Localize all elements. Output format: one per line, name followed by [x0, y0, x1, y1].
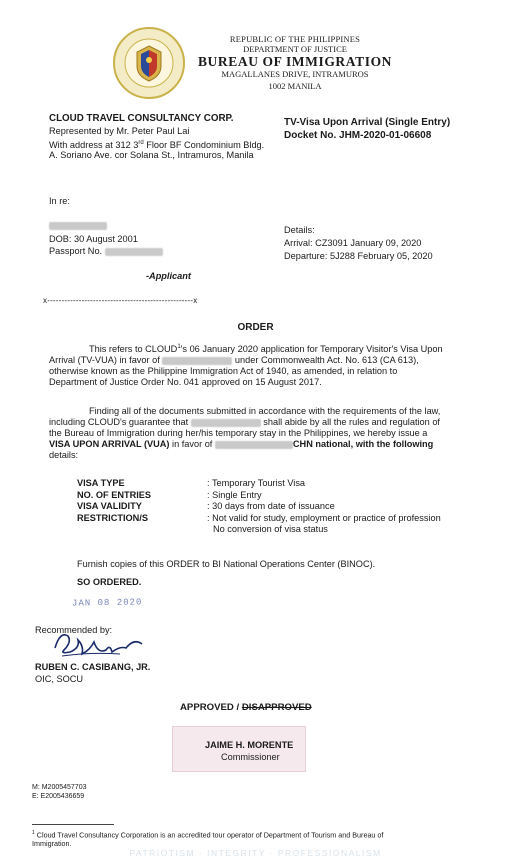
- restrictions-row: RESTRICTION/S : Not valid for study, employment or practice of profession: [77, 512, 441, 523]
- reference-numbers: [32, 783, 86, 801]
- represented-by: Represented by Mr. Peter Paul Lai: [49, 126, 190, 136]
- approver-name: JAIME H. MORENTE: [205, 740, 294, 750]
- date-received-stamp: JAN 08 2020: [71, 597, 143, 609]
- header-address-city: 1002 MANILA: [268, 81, 322, 91]
- footnote-rule: [32, 824, 114, 825]
- footnote: $^1$ Cloud Travel Consultancy Corporation is an accredited tour operator of Department of Tourism and Bureau of Immigration.: [32, 830, 384, 849]
- order-paragraph-2: Finding all of the documents submitted in accordance with the requirements of the law, including CLOUD's guarantee that shall abide by all the rules and regulation of the Bureau of Immigration during her/his temporary stay in the Philippines, we hereby issue a VISA UPON ARRIVAL (VUA) in favor of CHN national, with the following details:: [49, 406, 441, 460]
- header-republic: REPUBLIC OF THE PHILIPPINES: [229, 34, 361, 44]
- separator-line: x---------------------------------------------------x: [43, 296, 198, 305]
- arrival-detail: Arrival: CZ3091 January 09, 2020: [284, 238, 422, 248]
- recommended-by-label: Recommended by:: [35, 625, 113, 635]
- approver-title: Commissioner: [221, 752, 280, 762]
- restriction-extra: No conversion of visa status: [213, 524, 328, 534]
- company-address-line2: A. Soriano Ave. cor Solana St., Intramuros, Manila: [49, 150, 254, 160]
- applicant-passport: Passport No.: [49, 246, 163, 257]
- so-ordered: SO ORDERED.: [77, 577, 142, 587]
- bureau-seal-logo: [112, 26, 186, 100]
- visa-details-table: [77, 478, 441, 536]
- details-label: Details:: [284, 225, 315, 235]
- recommender-name: RUBEN C. CASIBANG, JR.: [35, 662, 151, 672]
- header-address-street: MAGALLANES DRIVE, INTRAMUROS: [221, 69, 369, 79]
- header-department: DEPARTMENT OF JUSTICE: [243, 44, 347, 54]
- approval-status: APPROVED / DISAPPROVED: [180, 702, 312, 713]
- furnish-copies: Furnish copies of this ORDER to BI National Operations Center (BINOC).: [77, 559, 376, 569]
- footer-motto: PATRIOTISM · INTEGRITY · PROFESSIONALISM: [129, 848, 382, 858]
- applicant-dob: DOB: 30 August 2001: [49, 234, 138, 244]
- ref-m: M: M2005457703: [32, 784, 87, 791]
- recommender-title: OIC, SOCU: [35, 674, 83, 684]
- company-address-line1: With address at 312 3rd Floor BF Condominium Bldg.: [49, 140, 265, 151]
- applicant-label: -Applicant: [146, 271, 191, 281]
- redacted-applicant-name: [49, 222, 107, 230]
- visa-type-row: VISA TYPE : Temporary Tourist Visa: [77, 478, 306, 488]
- order-paragraph-1: This refers to CLOUD$^1$'s 06 January 2020 application for Temporary Visitor's Visa Upon Arrival (TV-VUA) in favor of under Commonwealth Act. No. 613 (CA 613), otherwise known as the Philippine Immigration Act of 1940, as amended, in relation to Department of Justice Order No. 041 approved on 15 August 2017.: [49, 344, 443, 388]
- company-name: CLOUD TRAVEL CONSULTANCY CORP.: [49, 113, 234, 124]
- docket-number: Docket No. JHM-2020-01-06608: [284, 130, 432, 141]
- entries-row: NO. OF ENTRIES : Single Entry: [77, 489, 262, 500]
- header-bureau: BUREAU OF IMMIGRATION: [197, 54, 393, 69]
- ref-e: E: E2005436659: [32, 793, 85, 800]
- validity-row: VISA VALIDITY : 30 days from date of issuance: [77, 501, 335, 511]
- in-re-label: In re:: [49, 196, 70, 206]
- docket-type: TV-Visa Upon Arrival (Single Entry): [284, 117, 451, 128]
- departure-detail: Departure: 5J288 February 05, 2020: [284, 251, 433, 261]
- recommender-signature: [50, 628, 150, 662]
- order-title: ORDER: [237, 322, 274, 333]
